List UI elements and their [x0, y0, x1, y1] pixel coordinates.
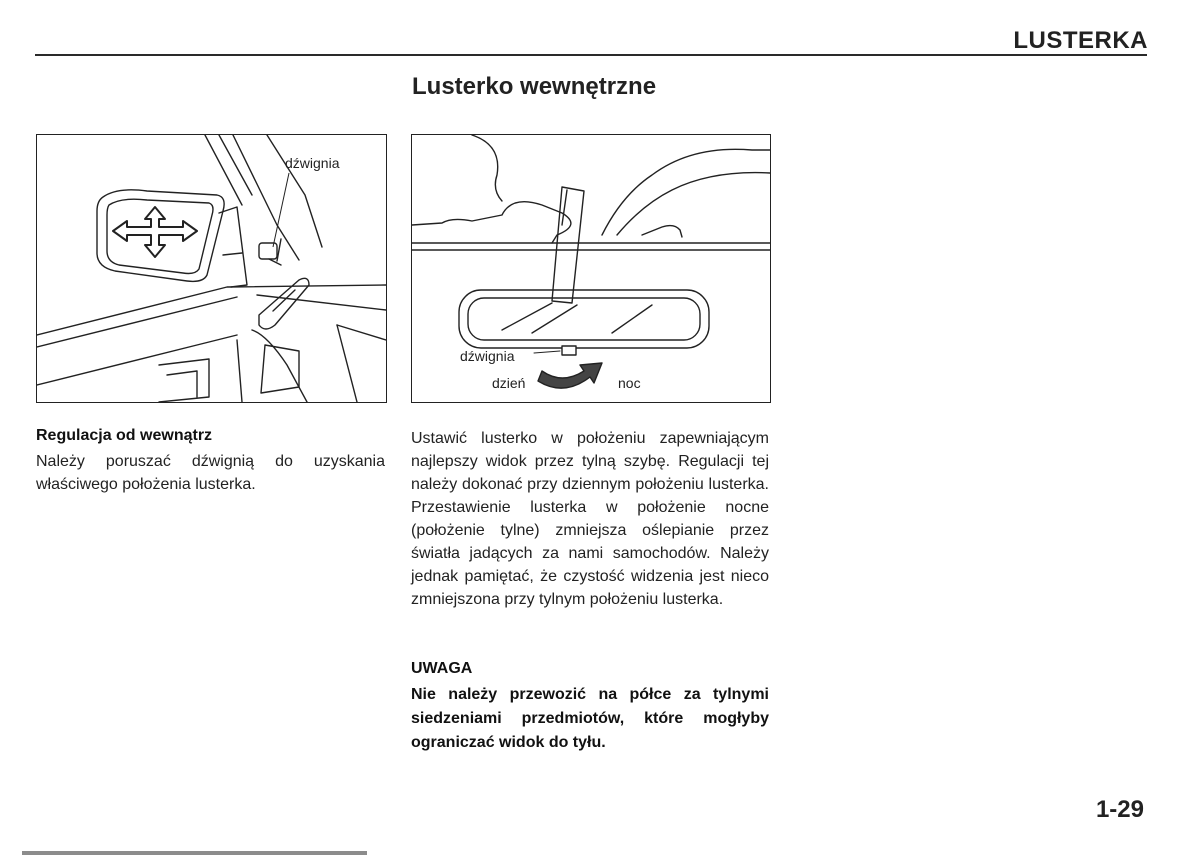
- bottom-rule: [22, 851, 367, 855]
- lever-label: dźwignia: [460, 348, 515, 364]
- top-rule: [35, 54, 1147, 56]
- adjustment-heading: Regulacja od wewnątrz: [36, 427, 213, 444]
- side-mirror-illustration: [37, 135, 386, 402]
- page-title: Lusterko wewnętrzne: [412, 73, 657, 100]
- warning-heading: UWAGA: [411, 660, 473, 677]
- curved-arrow-icon: [538, 363, 602, 388]
- mirror-instructions: Ustawić lusterko w położeniu zapewniającym najlepszy widok przez tylną szybę. Regulacji tej należy dokonać przy dziennym położeniu lusterka. Przestawienie lusterka w położenie nocne (położenie tylne) zmniejsza oślepianie przez światła jadących za nami samochodów. Należy jednak pamiętać, że czystość widzenia jest nieco zmniejszona przy tylnym położeniu lusterka.: [411, 430, 769, 608]
- warning-text: Nie należy przewozić na półce za tylnymi siedzeniami przedmiotów, które mogłyby ograniczać widok do tyłu.: [411, 686, 769, 751]
- day-label: dzień: [492, 375, 526, 391]
- section-title: LUSTERKA: [1013, 27, 1148, 54]
- figure-side-mirror: [36, 134, 387, 403]
- page-number: 1-29: [1095, 796, 1144, 823]
- four-way-arrow-icon: [113, 207, 197, 257]
- adjustment-text: Należy poruszać dźwignią do uzyskania właściwego położenia lusterka.: [36, 453, 385, 493]
- night-label: noc: [618, 375, 641, 391]
- lever-label: dźwignia: [285, 155, 340, 171]
- figure-rearview-mirror: [411, 134, 771, 403]
